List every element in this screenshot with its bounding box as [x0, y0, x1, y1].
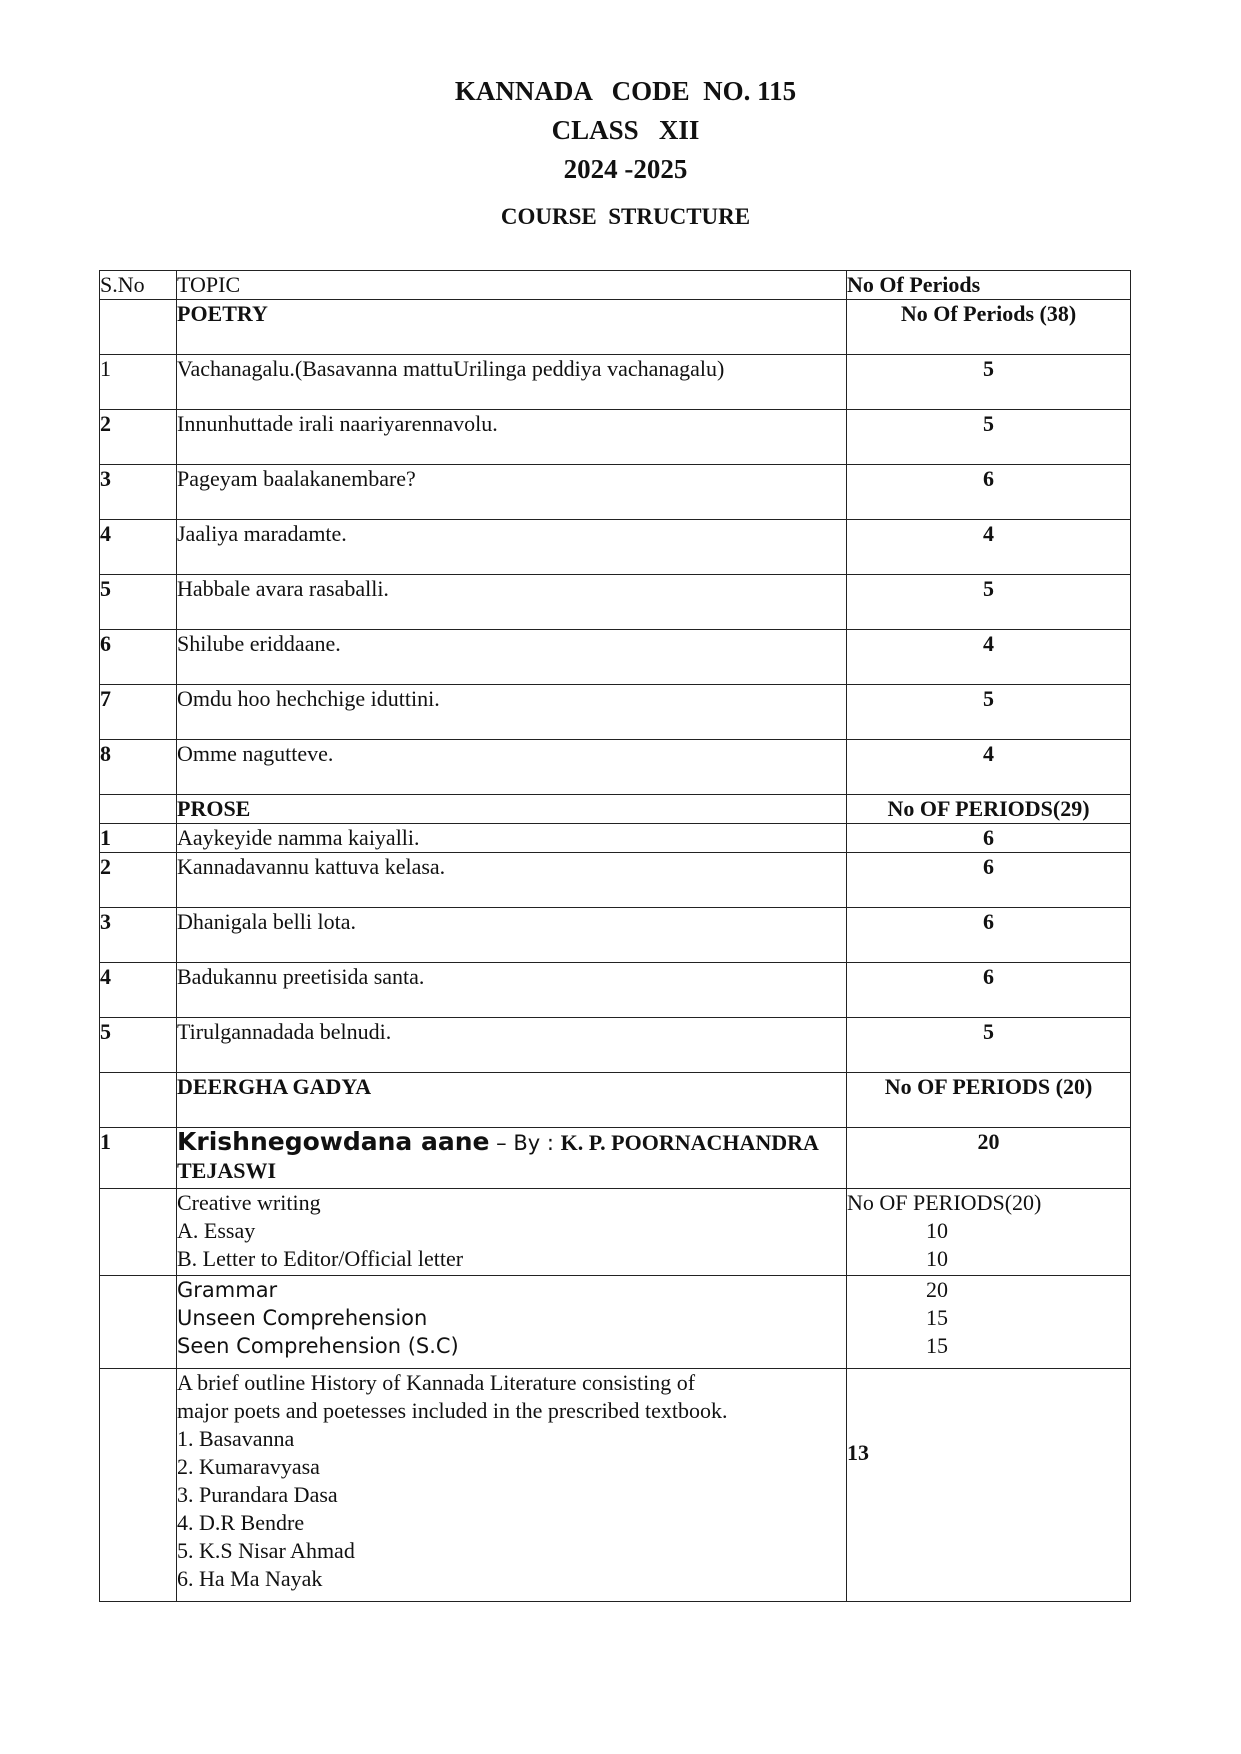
doc-year: 2024 -2025 — [563, 154, 688, 184]
row-topic: Innunhuttade irali naariyarennavolu. — [177, 410, 847, 465]
row-topic: Pageyam baalakanembare? — [177, 465, 847, 520]
table-row — [100, 740, 1131, 795]
doc-title: KANNADA CODE NO. 115 — [454, 76, 797, 106]
table-row — [100, 963, 1131, 1018]
row-sno: 3 — [100, 908, 177, 963]
section-heading: DEERGHA GADYA — [177, 1073, 847, 1128]
topic-line: Seen Comprehension (S.C) — [177, 1334, 459, 1358]
row-sno: 4 — [100, 520, 177, 575]
col-header-periods: No Of Periods — [847, 271, 1131, 300]
table-row — [100, 575, 1131, 630]
creative-writing-topics — [177, 1189, 847, 1276]
creative-writing-row — [100, 1189, 1131, 1276]
poet-item: 3. Purandara Dasa — [177, 1482, 338, 1507]
poet-item: 4. D.R Bendre — [177, 1510, 305, 1535]
topic-line: A. Essay — [177, 1218, 256, 1243]
row-topic — [177, 1128, 847, 1189]
col-header-sno: S.No — [100, 271, 177, 300]
outline-intro: A brief outline History of Kannada Literature consisting of — [177, 1370, 696, 1395]
table-row — [100, 908, 1131, 963]
poet-item: 6. Ha Ma Nayak — [177, 1566, 323, 1591]
table-row — [100, 630, 1131, 685]
row-sno: 3 — [100, 465, 177, 520]
row-sno: 4 — [100, 963, 177, 1018]
literature-outline-periods-cell — [847, 1369, 1131, 1602]
topic-line: Grammar — [177, 1278, 278, 1302]
row-topic: Tirulgannadada belnudi. — [177, 1018, 847, 1073]
author-name-cont: TEJASWI — [177, 1158, 277, 1183]
section-heading: PROSE — [177, 795, 847, 824]
course-structure-table — [99, 270, 1131, 1602]
section-row-prose — [100, 795, 1131, 824]
row-periods: 20 — [847, 1128, 1131, 1189]
grammar-row — [100, 1276, 1131, 1369]
row-periods: 6 — [847, 853, 1131, 908]
row-topic: Vachanagalu.(Basavanna mattuUrilinga peddiya vachanagalu) — [177, 355, 847, 410]
row-topic: Kannadavannu kattuva kelasa. — [177, 853, 847, 908]
topic-line: Creative writing — [177, 1190, 321, 1215]
row-sno: 1 — [100, 824, 177, 853]
row-periods: 5 — [847, 355, 1131, 410]
grammar-topics — [177, 1276, 847, 1369]
col-header-topic: TOPIC — [177, 271, 847, 300]
topic-line: Unseen Comprehension — [177, 1306, 428, 1330]
by-label: – By : — [489, 1131, 561, 1155]
poet-item: 2. Kumaravyasa — [177, 1454, 320, 1479]
row-sno: 7 — [100, 685, 177, 740]
table-row — [100, 410, 1131, 465]
row-sno: 1 — [100, 1128, 177, 1189]
row-periods: 5 — [847, 685, 1131, 740]
row-sno: 5 — [100, 1018, 177, 1073]
grammar-periods — [847, 1276, 1131, 1369]
section-row-poetry — [100, 300, 1131, 355]
section-row-deergha-gadya — [100, 1073, 1131, 1128]
row-topic: Omdu hoo hechchige iduttini. — [177, 685, 847, 740]
row-periods: 5 — [847, 1018, 1131, 1073]
doc-subtitle: COURSE STRUCTURE — [500, 204, 751, 229]
row-sno: 8 — [100, 740, 177, 795]
row-periods: 4 — [847, 740, 1131, 795]
table-row — [100, 355, 1131, 410]
row-periods: 6 — [847, 963, 1131, 1018]
book-title: Krishnegowdana aane — [177, 1127, 490, 1156]
poet-item: 1. Basavanna — [177, 1426, 295, 1451]
page-header — [0, 72, 1241, 230]
table-row — [100, 1128, 1131, 1189]
row-sno: 6 — [100, 630, 177, 685]
outline-intro-cont: major poets and poetesses included in the prescribed textbook. — [177, 1398, 728, 1423]
row-periods: 4 — [847, 630, 1131, 685]
section-periods: No OF PERIODS(29) — [847, 795, 1131, 824]
periods-line: 15 — [926, 1305, 948, 1330]
author-name: K. P. POORNACHANDRA — [560, 1130, 819, 1155]
creative-writing-periods — [847, 1189, 1131, 1276]
periods-line: 15 — [926, 1333, 948, 1358]
row-periods: 6 — [847, 824, 1131, 853]
section-periods: No OF PERIODS (20) — [847, 1073, 1131, 1128]
row-sno: 2 — [100, 410, 177, 465]
table-row — [100, 465, 1131, 520]
periods-line: 10 — [926, 1218, 948, 1243]
periods-line: 10 — [926, 1246, 948, 1271]
topic-line: B. Letter to Editor/Official letter — [177, 1246, 464, 1271]
literature-outline-topics — [177, 1369, 847, 1602]
row-topic: Shilube eriddaane. — [177, 630, 847, 685]
table-row — [100, 853, 1131, 908]
table-row — [100, 520, 1131, 575]
row-sno: 5 — [100, 575, 177, 630]
poet-item: 5. K.S Nisar Ahmad — [177, 1538, 355, 1563]
row-topic: Aaykeyide namma kaiyalli. — [177, 824, 847, 853]
periods-line: No OF PERIODS(20) — [847, 1190, 1042, 1215]
row-topic: Habbale avara rasaballi. — [177, 575, 847, 630]
table-header-row — [100, 271, 1131, 300]
row-topic: Jaaliya maradamte. — [177, 520, 847, 575]
section-heading: POETRY — [177, 300, 847, 355]
table-row — [100, 824, 1131, 853]
periods-line: 20 — [926, 1277, 948, 1302]
section-periods: No Of Periods (38) — [847, 300, 1131, 355]
literature-outline-row — [100, 1369, 1131, 1602]
outline-periods: 13 — [847, 1440, 869, 1465]
row-periods: 6 — [847, 465, 1131, 520]
row-sno: 1 — [100, 355, 177, 410]
doc-class: CLASS XII — [551, 115, 700, 145]
row-periods: 5 — [847, 410, 1131, 465]
table-row — [100, 1018, 1131, 1073]
row-sno: 2 — [100, 853, 177, 908]
row-periods: 6 — [847, 908, 1131, 963]
row-periods: 5 — [847, 575, 1131, 630]
row-topic: Badukannu preetisida santa. — [177, 963, 847, 1018]
row-topic: Omme nagutteve. — [177, 740, 847, 795]
row-periods: 4 — [847, 520, 1131, 575]
row-topic: Dhanigala belli lota. — [177, 908, 847, 963]
table-row — [100, 685, 1131, 740]
